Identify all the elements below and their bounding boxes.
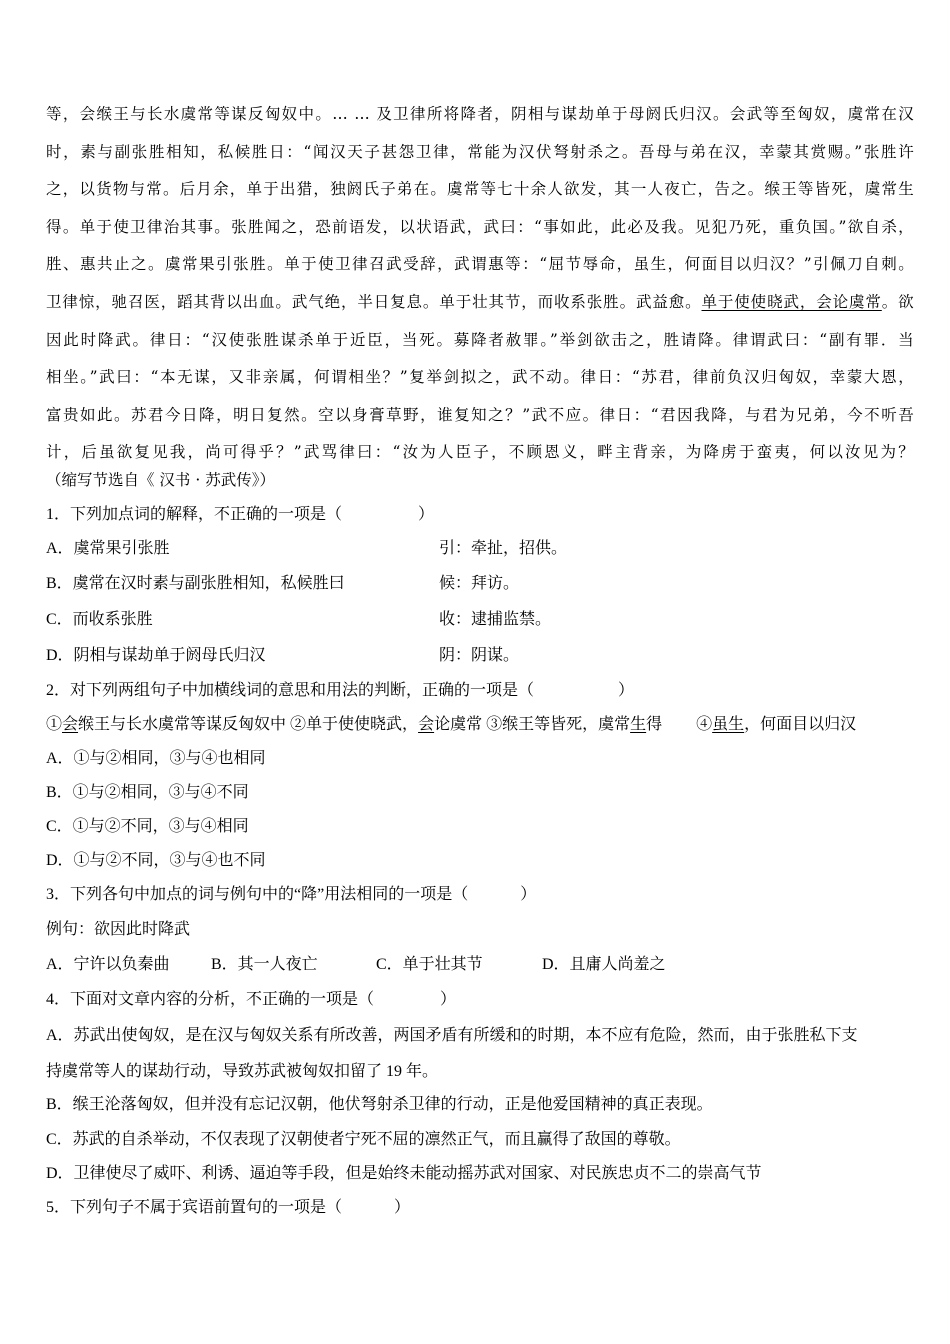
question-4-close: ） xyxy=(440,991,457,1008)
question-2-items xyxy=(46,714,856,736)
question-2-option-c: C．①与②不同，③与④相同 xyxy=(46,818,249,835)
question-1-close: ） xyxy=(418,506,435,523)
question-2-option-a: A．①与②相同，③与④也相同 xyxy=(46,750,266,767)
question-5-text: 5．下列句子不属于宾语前置句的一项是（ xyxy=(46,1199,343,1216)
option-answer: 收：逮捕监禁。 xyxy=(439,611,552,628)
question-1-option-c xyxy=(46,609,906,631)
item-4: ④虽生，何面目以归汉 xyxy=(696,716,857,733)
underlined-word: 会 xyxy=(62,716,79,733)
item-1: ①会缑王与长水虞常等谋反匈奴中 xyxy=(46,716,291,733)
question-3-close: ） xyxy=(520,886,537,903)
question-2-close: ） xyxy=(618,682,635,699)
question-4-option-c: C．苏武的自杀举动，不仅表现了汉朝使者宁死不屈的凛然正气，而且赢得了敌国的尊敬。 xyxy=(46,1131,681,1148)
passage-line: 等，会缑王与长水虞常等谋反匈奴中。… … 及卫律所将降者，阴相与谋劫单于母阏氏归汉。会武等至匈奴，虞常在汉 xyxy=(46,105,914,123)
passage-line: 富贵如此。苏君今日降，明日复然。空以身膏草野，谁复知之？”武不应。律日：“君因我降，与君为兄弟，今不听吾 xyxy=(46,405,914,424)
question-3-text: 3．下列各句中加点的词与例句中的“降”用法相同的一项是（ xyxy=(46,886,469,903)
question-4-option-a-line-1: A．苏武出使匈奴，是在汉与匈奴关系有所改善，两国矛盾有所缓和的时期，本不应有危险，然而，由于张胜私下支 xyxy=(46,1027,858,1044)
question-4-text: 4．下面对文章内容的分析，不正确的一项是（ xyxy=(46,991,375,1008)
passage-line: 时，素与副张胜相知，私候胜日：“闻汉天子甚怨卫律，常能为汉伏弩射杀之。吾母与弟在汉，幸蒙其赏赐。”张胜许 xyxy=(46,142,914,161)
passage-line-tail: 。欲 xyxy=(881,292,914,311)
question-2-text: 2．对下列两组句子中加横线词的意思和用法的判断，正确的一项是（ xyxy=(46,682,535,699)
question-4-stem xyxy=(46,989,456,1011)
option-answer: 候：拜访。 xyxy=(439,575,520,592)
question-3-options xyxy=(46,954,746,976)
question-1-option-d xyxy=(46,645,906,667)
question-1-text: 1．下列加点词的解释，不正确的一项是（ xyxy=(46,506,343,523)
item-2: ②单于使使晓武，会论虞常 xyxy=(290,716,487,733)
question-2-option-b: B．①与②相同，③与④不同 xyxy=(46,784,249,801)
option-answer: 引：牵扯，招供。 xyxy=(439,540,568,557)
question-1-stem xyxy=(46,504,434,526)
underlined-word: 虽生 xyxy=(712,716,745,733)
option-sentence: B．虞常在汉时素与副张胜相知，私候胜曰 xyxy=(46,575,345,592)
passage-line: 相坐。”武曰：“本无谋，又非亲属，何谓相坐？”复举剑拟之，武不动。律日：“苏君，律前负汉归匈奴，幸蒙大恩， xyxy=(46,368,914,387)
passage-line xyxy=(46,284,914,322)
question-3-option-d: D．且庸人尚羞之 xyxy=(542,956,666,973)
question-3-option-a: A．宁许以负秦曲 xyxy=(46,956,170,973)
option-sentence: A．虞常果引张胜 xyxy=(46,540,170,557)
question-2-option-d: D．①与②不同，③与④也不同 xyxy=(46,852,266,869)
underlined-word: 生 xyxy=(630,716,647,733)
passage-line: 之，以货物与常。后月余，单于出猎，独阏氏子弟在。虞常等七十余人欲发，其一人夜亡，告之。缑王等皆死，虞常生 xyxy=(46,180,914,199)
classical-passage xyxy=(46,96,914,472)
question-3-stem xyxy=(46,884,536,906)
question-4-option-b: B．缑王沦落匈奴，但并没有忘记汉朝，他伏弩射杀卫律的行动，正是他爱国精神的真正表现。 xyxy=(46,1096,713,1113)
passage-line: 因此时降武。律日：“汉使张胜谋杀单于近臣，当死。募降者赦罪。”举剑欲击之，胜请降。律谓武曰：“副有罪．当 xyxy=(46,330,914,349)
passage-line: 计，后虽欲复见我，尚可得乎？”武骂律曰：“汝为人臣子，不顾恩义，畔主背亲，为降虏于蛮夷，何以汝见为？ xyxy=(46,443,914,462)
question-3-example: 例句：欲因此时降武 xyxy=(46,921,191,938)
question-1-option-b xyxy=(46,573,906,595)
question-5-close: ） xyxy=(394,1199,411,1216)
question-3-option-c: C．单于壮其节 xyxy=(376,956,483,973)
passage-line: 得。单于使卫律治其事。张胜闻之，恐前语发，以状语武，武曰：“事如此，此必及我。见犯乃死，重负国。”欲自杀， xyxy=(46,217,914,236)
option-sentence: D．阴相与谋劫单于阏母氏归汉 xyxy=(46,647,266,664)
underlined-word: 会 xyxy=(418,716,435,733)
question-4-option-a-line-2: 持虞常等人的谋劫行动，导致苏武被匈奴扣留了 19 年。 xyxy=(46,1063,439,1080)
passage-source: （缩写节选自《 汉书 · 苏武传》） xyxy=(46,471,275,489)
underlined-phrase: 单于使使晓武，会论虞常 xyxy=(701,292,882,311)
question-2-stem xyxy=(46,680,634,702)
option-answer: 阴：阴谋。 xyxy=(439,647,520,664)
option-sentence: C．而收系张胜 xyxy=(46,611,153,628)
question-3-option-b: B．其一人夜亡 xyxy=(211,956,318,973)
item-3: ③缑王等皆死，虞常生得 xyxy=(486,716,663,733)
question-1-option-a xyxy=(46,538,906,560)
passage-line: 胜、惠共止之。虞常果引张胜。单于使卫律召武受辞，武谓惠等：“屈节辱命，虽生，何面目以归汉？”引佩刀自刺。 xyxy=(46,255,914,274)
question-4-option-d: D．卫律使尽了威吓、利诱、逼迫等手段，但是始终未能动摇苏武对国家、对民族忠贞不二的崇高气节 xyxy=(46,1165,762,1182)
passage-line-text: 卫律惊，驰召医，蹈其背以出血。武气绝，半日复息。单于壮其节，而收系张胜。武益愈。 xyxy=(46,292,702,311)
question-5-stem xyxy=(46,1197,410,1219)
